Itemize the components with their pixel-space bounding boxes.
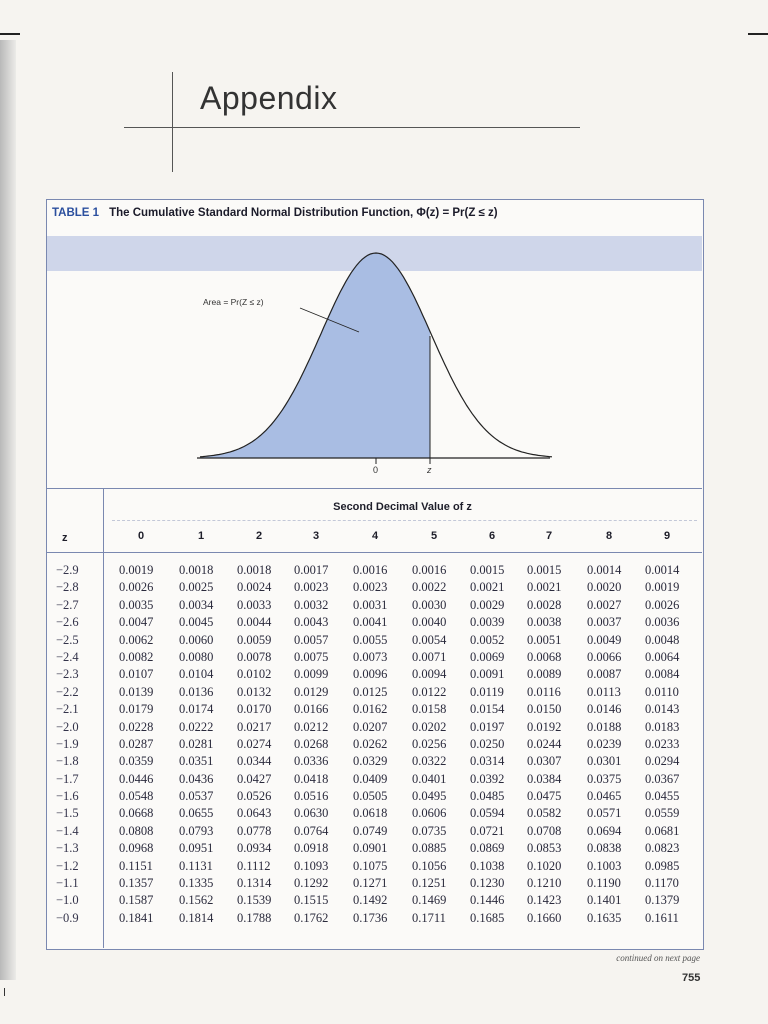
table-cell: 0.0281 (179, 736, 214, 751)
table-cell: 0.0294 (645, 754, 680, 769)
table-cell: 0.0427 (237, 771, 272, 786)
table-cell: 0.0179 (119, 702, 154, 717)
table-cell: 0.0102 (237, 667, 272, 682)
table-cell: 0.0968 (119, 841, 154, 856)
row-z-value: −1.1 (56, 876, 79, 891)
table-cell: 0.0885 (412, 841, 447, 856)
table-cell: 0.1056 (412, 858, 447, 873)
row-z-value: −0.9 (56, 910, 79, 925)
table-cell: 0.0207 (353, 719, 388, 734)
table-cell: 0.0188 (587, 719, 622, 734)
table-cell: 0.1611 (645, 910, 679, 925)
table-cell: 0.0301 (587, 754, 622, 769)
row-z-value: −2.2 (56, 684, 79, 699)
table-cell: 0.0166 (294, 702, 329, 717)
table-cell: 0.0192 (527, 719, 562, 734)
table-cell: 0.0104 (179, 667, 214, 682)
table-cell: 0.1020 (527, 858, 562, 873)
table-cell: 0.0548 (119, 789, 154, 804)
table-cell: 0.0262 (353, 736, 388, 751)
table-row (47, 579, 702, 596)
table-cell: 0.0047 (119, 615, 154, 630)
table-cell: 0.0475 (527, 789, 562, 804)
table-cell: 0.0655 (179, 806, 214, 821)
area-label: Area = Pr(Z ≤ z) (203, 297, 264, 307)
table-cell: 0.0918 (294, 841, 329, 856)
table-cell: 0.0594 (470, 806, 505, 821)
table-cell: 0.0017 (294, 563, 329, 577)
table-cell: 0.0749 (353, 823, 388, 838)
table-cell: 0.0125 (353, 684, 388, 699)
table-cell: 0.1151 (119, 858, 153, 873)
table-cell: 0.0132 (237, 684, 272, 699)
table-cell: 0.0170 (237, 702, 272, 717)
table-cell: 0.0559 (645, 806, 680, 821)
table-cell: 0.0244 (527, 736, 562, 751)
row-z-value: −2.6 (56, 615, 79, 630)
table-cell: 0.0041 (353, 615, 388, 630)
table-cell: 0.0764 (294, 823, 329, 838)
row-z-value: −2.7 (56, 597, 79, 612)
table-cell: 0.0043 (294, 615, 329, 630)
table-cell: 0.1736 (353, 910, 388, 925)
table-cell: 0.0087 (587, 667, 622, 682)
table-cell: 0.0465 (587, 789, 622, 804)
table-cell: 0.0027 (587, 597, 622, 612)
table-cell: 0.0071 (412, 649, 447, 664)
table-cell: 0.0212 (294, 719, 329, 734)
table-cell: 0.0021 (470, 580, 505, 595)
table-cell: 0.0618 (353, 806, 388, 821)
table-cell: 0.1469 (412, 893, 447, 908)
table-cell: 0.0029 (470, 597, 505, 612)
table-row (47, 684, 702, 701)
table-cell: 0.0222 (179, 719, 214, 734)
table-cell: 0.0681 (645, 823, 680, 838)
table-cell: 0.1539 (237, 893, 272, 908)
column-header-2: 2 (255, 530, 263, 542)
table-cell: 0.0020 (587, 580, 622, 595)
table-cell: 0.0721 (470, 823, 505, 838)
table-cell: 0.1038 (470, 858, 505, 873)
table-caption (52, 207, 498, 219)
table-row (47, 858, 702, 875)
heading-horizontal-rule (124, 127, 580, 128)
table-cell: 0.1841 (119, 910, 154, 925)
table-cell: 0.0853 (527, 841, 562, 856)
table-cell: 0.0694 (587, 823, 622, 838)
table-row (47, 788, 702, 805)
table-cell: 0.0016 (353, 563, 388, 577)
table-cell: 0.0019 (645, 580, 680, 595)
table-cell: 0.0336 (294, 754, 329, 769)
table-cell: 0.0018 (179, 563, 214, 577)
table-cell: 0.0032 (294, 597, 329, 612)
table-cell: 0.0015 (527, 563, 562, 577)
row-z-value: −2.3 (56, 667, 79, 682)
row-z-value: −2.9 (56, 563, 79, 577)
table-cell: 0.0028 (527, 597, 562, 612)
table-cell: 0.0322 (412, 754, 447, 769)
table-cell: 0.0446 (119, 771, 154, 786)
table-caption-text: The Cumulative Standard Normal Distribution Function, Φ(z) = Pr(Z ≤ z) (109, 207, 498, 219)
table-cell: 0.1446 (470, 893, 505, 908)
table-cell: 0.0014 (645, 563, 680, 577)
table-cell: 0.0384 (527, 771, 562, 786)
table-cell: 0.1492 (353, 893, 388, 908)
table-cell: 0.0409 (353, 771, 388, 786)
table-cell: 0.0516 (294, 789, 329, 804)
column-header-3: 3 (312, 530, 320, 542)
table-cell: 0.0526 (237, 789, 272, 804)
z-label: z (427, 465, 432, 475)
column-header-9: 9 (663, 530, 671, 542)
table-cell: 0.1112 (237, 858, 271, 873)
table-cell: 0.1292 (294, 876, 329, 891)
table-cell: 0.0018 (237, 563, 272, 577)
column-header-4: 4 (371, 530, 379, 542)
table-cell: 0.0436 (179, 771, 214, 786)
table-cell: 0.0869 (470, 841, 505, 856)
table-cell: 0.0080 (179, 649, 214, 664)
row-z-value: −2.5 (56, 632, 79, 647)
table-cell: 0.0025 (179, 580, 214, 595)
table-cell: 0.0344 (237, 754, 272, 769)
table-cell: 0.0778 (237, 823, 272, 838)
table-cell: 0.0367 (645, 771, 680, 786)
table-cell: 0.0793 (179, 823, 214, 838)
table-cell: 0.0122 (412, 684, 447, 699)
table-cell: 0.1660 (527, 910, 562, 925)
table-cell: 0.0119 (470, 684, 504, 699)
table-cell: 0.0096 (353, 667, 388, 682)
table-cell: 0.0060 (179, 632, 214, 647)
table-cell: 0.0250 (470, 736, 505, 751)
row-z-value: −1.3 (56, 841, 79, 856)
table-cell: 0.0044 (237, 615, 272, 630)
table-cell: 0.1788 (237, 910, 272, 925)
column-header-0: 0 (137, 530, 145, 542)
table-cell: 0.0143 (645, 702, 680, 717)
header-dashed-rule (112, 520, 697, 521)
table-cell: 0.0823 (645, 841, 680, 856)
table-cell: 0.0359 (119, 754, 154, 769)
table-cell: 0.0035 (119, 597, 154, 612)
table-cell: 0.0048 (645, 632, 680, 647)
table-cell: 0.0107 (119, 667, 154, 682)
table-cell: 0.0643 (237, 806, 272, 821)
table-row (47, 753, 702, 770)
table-cell: 0.0485 (470, 789, 505, 804)
table-cell: 0.0217 (237, 719, 272, 734)
row-z-value: −1.6 (56, 789, 79, 804)
table-cell: 0.0934 (237, 841, 272, 856)
table-cell: 0.1093 (294, 858, 329, 873)
table-cell: 0.0110 (645, 684, 679, 699)
table-cell: 0.0146 (587, 702, 622, 717)
table-cell: 0.0808 (119, 823, 154, 838)
table-cell: 0.0062 (119, 632, 154, 647)
table-cell: 0.1814 (179, 910, 214, 925)
table-cell: 0.1271 (353, 876, 388, 891)
table-cell: 0.0307 (527, 754, 562, 769)
table-row (47, 823, 702, 840)
row-z-value: −2.0 (56, 719, 79, 734)
table-cell: 0.0031 (353, 597, 388, 612)
table-cell: 0.0202 (412, 719, 447, 734)
table-row (47, 719, 702, 736)
table-cell: 0.0455 (645, 789, 680, 804)
table-cell: 0.0375 (587, 771, 622, 786)
table-cell: 0.0057 (294, 632, 329, 647)
table-cell: 0.0014 (587, 563, 622, 577)
table-cell: 0.0183 (645, 719, 680, 734)
table-cell: 0.0026 (119, 580, 154, 595)
table-row (47, 875, 702, 892)
margin-mark (4, 988, 5, 996)
table-cell: 0.1711 (412, 910, 446, 925)
table-cell: 0.0021 (527, 580, 562, 595)
table-cell: 0.0197 (470, 719, 505, 734)
continued-note: continued on next page (616, 953, 700, 963)
table-cell: 0.1635 (587, 910, 622, 925)
table-cell: 0.0064 (645, 649, 680, 664)
table-row (47, 892, 702, 909)
table-cell: 0.0026 (645, 597, 680, 612)
table-cell: 0.0036 (645, 615, 680, 630)
table-cell: 0.1335 (179, 876, 214, 891)
table-cell: 0.0735 (412, 823, 447, 838)
page-title: Appendix (200, 80, 338, 116)
table-cell: 0.1762 (294, 910, 329, 925)
row-z-value: −1.5 (56, 806, 79, 821)
table-cell: 0.0256 (412, 736, 447, 751)
table-cell: 0.0537 (179, 789, 214, 804)
table-row (47, 614, 702, 631)
table-cell: 0.0051 (527, 632, 562, 647)
row-z-value: −2.8 (56, 580, 79, 595)
table-cell: 0.0037 (587, 615, 622, 630)
normal-curve-figure (47, 236, 702, 488)
table-cell: 0.0116 (527, 684, 561, 699)
table-cell: 0.0099 (294, 667, 329, 682)
table-cell: 0.0068 (527, 649, 562, 664)
table-row (47, 562, 702, 579)
mean-label: 0 (373, 465, 379, 475)
table-cell: 0.0082 (119, 649, 154, 664)
heading-vertical-rule (172, 72, 173, 172)
table-cell: 0.0052 (470, 632, 505, 647)
table-cell: 0.0401 (412, 771, 447, 786)
table-cell: 0.0075 (294, 649, 329, 664)
table-row (47, 840, 702, 857)
column-header-7: 7 (545, 530, 553, 542)
table-cell: 0.0089 (527, 667, 562, 682)
row-z-value: −1.8 (56, 754, 79, 769)
table-cell: 0.0059 (237, 632, 272, 647)
table-cell: 0.0078 (237, 649, 272, 664)
table-cell: 0.0016 (412, 563, 447, 577)
table-cell: 0.0055 (353, 632, 388, 647)
table-cell: 0.0571 (587, 806, 622, 821)
table-cell: 0.0136 (179, 684, 214, 699)
table-row (47, 701, 702, 718)
table-cell: 0.0985 (645, 858, 680, 873)
table-cell: 0.0582 (527, 806, 562, 821)
z-column-header: z (62, 532, 68, 544)
table-cell: 0.1230 (470, 876, 505, 891)
table-cell: 0.0951 (179, 841, 214, 856)
table-cell: 0.0039 (470, 615, 505, 630)
row-z-value: −1.9 (56, 736, 79, 751)
table-cell: 0.0233 (645, 736, 680, 751)
table-cell: 0.0069 (470, 649, 505, 664)
column-header-1: 1 (197, 530, 205, 542)
figure-divider (47, 488, 702, 489)
table-cell: 0.0392 (470, 771, 505, 786)
table-cell: 0.0066 (587, 649, 622, 664)
page-number: 755 (682, 972, 701, 984)
table-cell: 0.0054 (412, 632, 447, 647)
table-cell: 0.0268 (294, 736, 329, 751)
table-cell: 0.1251 (412, 876, 447, 891)
column-header-6: 6 (488, 530, 496, 542)
top-rule-right (748, 33, 768, 35)
shaded-area (200, 253, 430, 458)
table-cell: 0.0228 (119, 719, 154, 734)
table-cell: 0.0094 (412, 667, 447, 682)
table-cell: 0.0606 (412, 806, 447, 821)
table-cell: 0.0139 (119, 684, 154, 699)
table-cell: 0.0351 (179, 754, 214, 769)
table-cell: 0.1515 (294, 893, 329, 908)
table-row (47, 771, 702, 788)
table-cell: 0.0023 (353, 580, 388, 595)
top-rule-left (0, 33, 20, 35)
table-row (47, 666, 702, 683)
table-cell: 0.0174 (179, 702, 214, 717)
row-z-value: −1.4 (56, 823, 79, 838)
table-cell: 0.0630 (294, 806, 329, 821)
table-row (47, 632, 702, 649)
table-row (47, 649, 702, 666)
page-edge-shadow (0, 40, 16, 980)
table-cell: 0.1562 (179, 893, 214, 908)
table-cell: 0.0495 (412, 789, 447, 804)
table-cell: 0.0033 (237, 597, 272, 612)
table-cell: 0.1401 (587, 893, 622, 908)
table-cell: 0.0073 (353, 649, 388, 664)
table-cell: 0.0314 (470, 754, 505, 769)
table-cell: 0.0022 (412, 580, 447, 595)
row-z-value: −1.2 (56, 858, 79, 873)
table-cell: 0.1357 (119, 876, 154, 891)
table-cell: 0.0668 (119, 806, 154, 821)
table-cell: 0.0505 (353, 789, 388, 804)
table-cell: 0.1685 (470, 910, 505, 925)
table-cell: 0.0019 (119, 563, 154, 577)
table-cell: 0.0708 (527, 823, 562, 838)
table-cell: 0.0045 (179, 615, 214, 630)
row-z-value: −2.4 (56, 649, 79, 664)
table-cell: 0.0838 (587, 841, 622, 856)
table-cell: 0.1314 (237, 876, 272, 891)
table-cell: 0.1003 (587, 858, 622, 873)
table-cell: 0.0091 (470, 667, 505, 682)
table-cell: 0.1131 (179, 858, 213, 873)
table-cell: 0.0239 (587, 736, 622, 751)
table-cell: 0.1210 (527, 876, 562, 891)
row-z-value: −1.7 (56, 771, 79, 786)
table-cell: 0.0030 (412, 597, 447, 612)
table-cell: 0.1587 (119, 893, 154, 908)
table-cell: 0.0034 (179, 597, 214, 612)
table-cell: 0.0418 (294, 771, 329, 786)
table-cell: 0.1423 (527, 893, 562, 908)
table-body (47, 562, 702, 927)
table-cell: 0.0154 (470, 702, 505, 717)
table-cell: 0.0113 (587, 684, 621, 699)
table-row (47, 805, 702, 822)
column-header-5: 5 (430, 530, 438, 542)
table-cell: 0.1075 (353, 858, 388, 873)
table-cell: 0.0015 (470, 563, 505, 577)
table-cell: 0.0040 (412, 615, 447, 630)
table-cell: 0.1190 (587, 876, 621, 891)
table-cell: 0.0287 (119, 736, 154, 751)
table-cell: 0.1379 (645, 893, 680, 908)
column-header-8: 8 (605, 530, 613, 542)
table-cell: 0.0023 (294, 580, 329, 595)
table-row (47, 736, 702, 753)
table-cell: 0.0038 (527, 615, 562, 630)
table-cell: 0.0150 (527, 702, 562, 717)
table-cell: 0.0084 (645, 667, 680, 682)
table-row (47, 597, 702, 614)
header-divider (47, 552, 702, 553)
table-cell: 0.0901 (353, 841, 388, 856)
table-cell: 0.0162 (353, 702, 388, 717)
table-row (47, 910, 702, 927)
table-cell: 0.0049 (587, 632, 622, 647)
table-label: TABLE 1 (52, 207, 100, 219)
table-cell: 0.0158 (412, 702, 447, 717)
table-cell: 0.0329 (353, 754, 388, 769)
row-z-value: −2.1 (56, 702, 79, 717)
table-cell: 0.0274 (237, 736, 272, 751)
row-z-value: −1.0 (56, 893, 79, 908)
second-decimal-header: Second Decimal Value of z (333, 501, 472, 513)
table-cell: 0.0129 (294, 684, 329, 699)
table-cell: 0.1170 (645, 876, 679, 891)
table-cell: 0.0024 (237, 580, 272, 595)
